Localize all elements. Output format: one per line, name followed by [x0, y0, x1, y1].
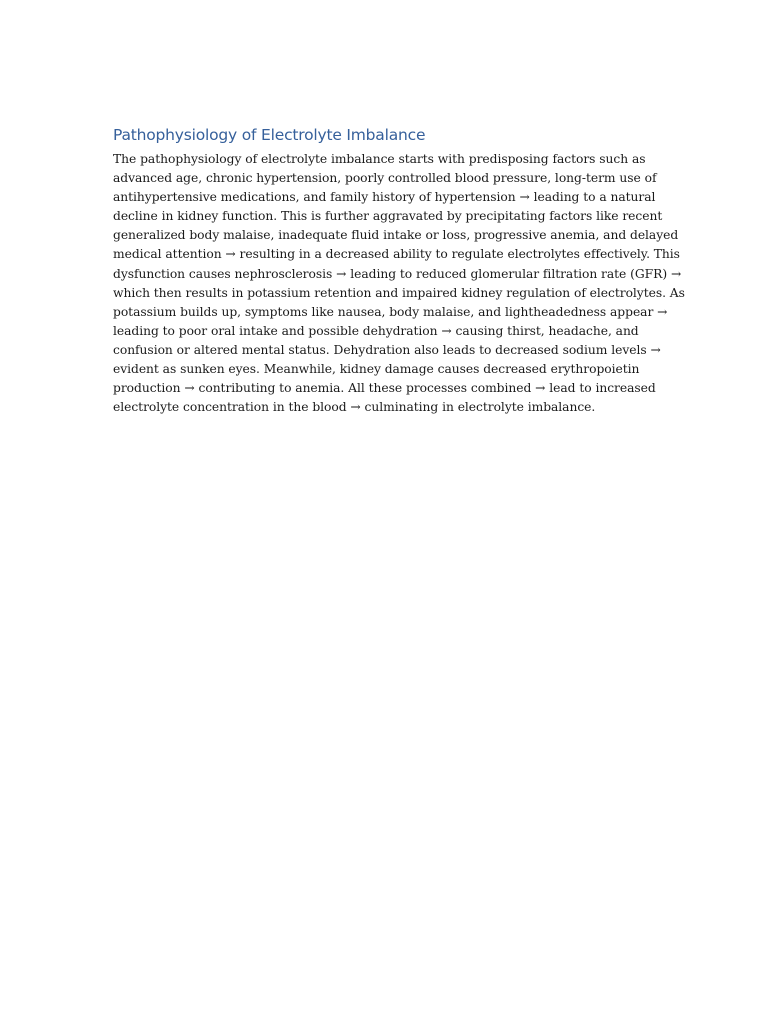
- paragraph-line: evident as sunken eyes. Meanwhile, kidney damage causes decreased erythropoietin: [113, 362, 640, 377]
- paragraph-line: production → contributing to anemia. All these processes combined → lead to increased: [113, 381, 656, 396]
- paragraph-line: dysfunction causes nephrosclerosis → leading to reduced glomerular filtration rate (GFR) →: [113, 266, 682, 281]
- document-content: [113, 124, 685, 417]
- paragraph-line: leading to poor oral intake and possible dehydration → causing thirst, headache, and: [113, 323, 639, 338]
- paragraph-line: The pathophysiology of electrolyte imbalance starts with predisposing factors such as: [113, 152, 646, 166]
- paragraph-line: potassium builds up, symptoms like nausea, body malaise, and lightheadedness appear →: [113, 304, 668, 319]
- paragraph-line: confusion or altered mental status. Dehydration also leads to decreased sodium levels →: [113, 342, 661, 357]
- paragraph-line: which then results in potassium retention and impaired kidney regulation of electrolytes. As: [113, 285, 685, 300]
- paragraph-line: generalized body malaise, inadequate fluid intake or loss, progressive anemia, and delayed: [113, 228, 679, 243]
- paragraph-line: antihypertensive medications, and family history of hypertension → leading to a natural: [113, 190, 656, 205]
- paragraph-line: electrolyte concentration in the blood → culminating in electrolyte imbalance.: [113, 400, 596, 415]
- section-heading: Pathophysiology of Electrolyte Imbalance: [113, 126, 426, 144]
- body-paragraph: [113, 150, 685, 417]
- paragraph-line: medical attention → resulting in a decreased ability to regulate electrolytes effectively. This: [113, 247, 680, 262]
- paragraph-line: advanced age, chronic hypertension, poorly controlled blood pressure, long-term use of: [113, 171, 657, 186]
- paragraph-line: decline in kidney function. This is further aggravated by precipitating factors like recent: [113, 209, 663, 224]
